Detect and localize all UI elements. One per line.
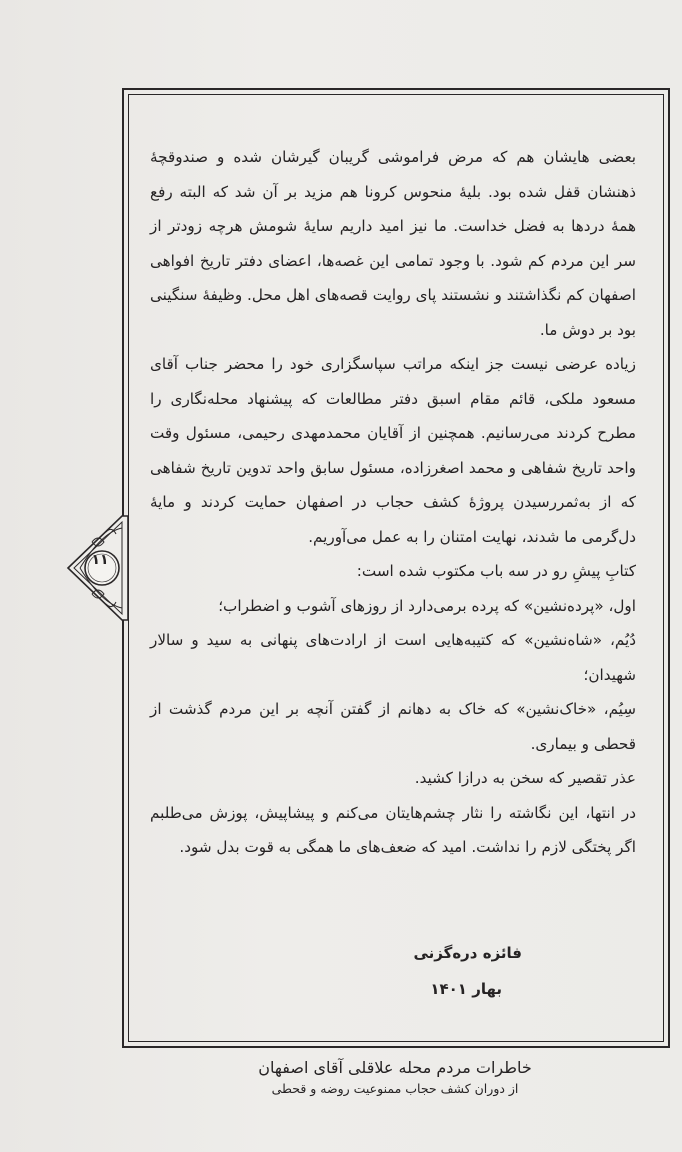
paragraph: بعضی هایشان هم که مرض فراموشی گریبان گیرشان شده و صندوقچهٔ ذهنشان قفل شده بود. بلیهٔ منحوس کرونا هم مزید بر آن شد که البته رفع همهٔ دردها به فضل خداست. ما نیز امید داریم سایهٔ شومش هرچه زودتر از سر این مردم کم شود. با وجود تمامی این غصه‌ها، اعضای دفتر تاریخ افواهی اصفهان کم نگذاشتند و نشستند پای روایت قصه‌های اهل محل. وظیفهٔ سنگینی بود بر دوش ما. (150, 148, 636, 339)
body-text (150, 140, 636, 865)
running-footer (180, 1058, 610, 1096)
paragraph: سِیُم، «خاک‌نشین» که خاک به دهانم از گفتن آنچه بر این مردم گذشت از قحطی و بیماری. (150, 700, 636, 753)
paragraph: در انتها، این نگاشته را نثار چشم‌هایتان می‌کنم و پیشاپیش، پوزش می‌طلبم اگر پختگی لازم را نداشت. امید که ضعف‌های ما همگی به قوت بدل شود. (150, 803, 636, 856)
paragraph: کتابِ پیشِ رو در سه باب مکتوب شده است: (356, 562, 636, 580)
signature-date: بهار ۱۴۰۱ (430, 980, 502, 998)
paragraph: دُیُم، «شاه‌نشین» که کتیبه‌هایی است از ارادت‌های پنهانی به سید و سالار شهیدان؛ (150, 631, 636, 684)
paragraph: زیاده عرضی نیست جز اینکه مراتب سپاسگزاری خود را محضر جناب آقای مسعود ملکی، قائم مقام اسبق دفتر مطالعات که پیشنهاد محله‌نگاری را مطرح کردند می‌رسانیم. همچنین از آقایان محمدمهدی رحیمی، مسئول وقت واحد تاریخ شفاهی و محمد اصغرزاده، مسئول سابق واحد تدوین تاریخ شفاهی که از به‌ثمررسیدن پروژهٔ کشف حجاب در اصفهان حمایت کردند و مایهٔ دل‌گرمی ما شدند، نهایت امتنان را به عمل می‌آوریم. (150, 355, 636, 546)
book-subtitle: از دوران کشف حجاب ممنوعیت روضه و قحطی (271, 1081, 519, 1096)
author-name: فائزه دره‌گزنی (413, 944, 522, 962)
book-title: خاطرات مردم محله علاقلی آقای اصفهان (258, 1058, 532, 1077)
page-number: ۱۱ (91, 552, 109, 568)
paragraph: اول، «پرده‌نشین» که پرده برمی‌دارد از روزهای آشوب و اضطراب؛ (218, 596, 636, 615)
page-number-ornament-icon (62, 512, 166, 624)
paragraph: عذر تقصیر که سخن به درازا کشید. (414, 769, 636, 787)
